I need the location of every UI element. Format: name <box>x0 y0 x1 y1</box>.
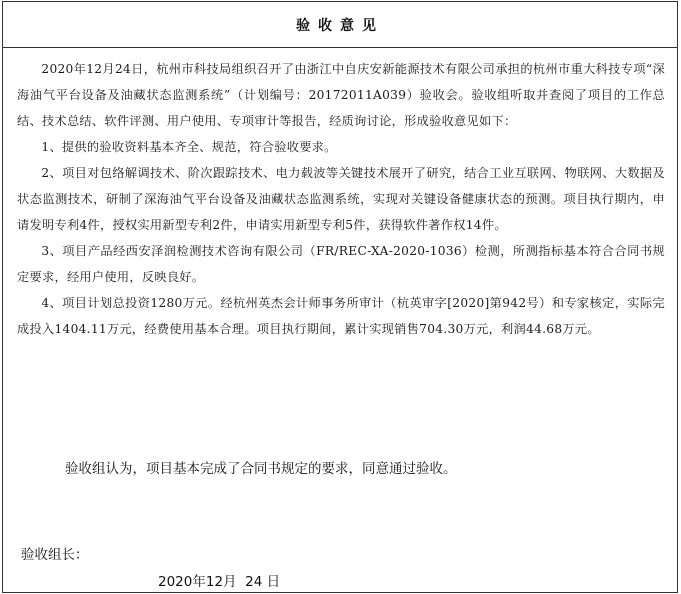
acceptance-opinion-form <box>2 1 678 593</box>
opinion-content <box>3 48 677 342</box>
conclusion-text: 验收组认为，项目基本完成了合同书规定的要求，同意通过验收。 <box>65 461 457 477</box>
signature-date: 2020年12月 24 日 <box>158 574 281 590</box>
opinion-item-4: 4、项目计划总投资1280万元。经杭州英杰会计师事务所审计（杭英审字[2020]第942号）和专家核定，实际完成投入1404.11万元，经费使用基本合理。项目执行期间，累计实现销售704.30万元，利润44.68万元。 <box>17 296 665 336</box>
group-leader-label: 验收组长： <box>21 547 89 563</box>
opinion-item-3: 3、项目产品经西安泽润检测技术咨询有限公司（FR/REC-XA-2020-1036）检测，所测指标基本符合合同书规定要求，经用户使用，反映良好。 <box>17 244 665 284</box>
title-row <box>3 2 677 48</box>
opinion-item-1: 1、提供的验收资料基本齐全、规范，符合验收要求。 <box>41 140 337 154</box>
opinion-item-2: 2、项目对包络解调技术、阶次跟踪技术、电力载波等关键技术展开了研究，结合工业互联网、物联网、大数据及状态监测技术，研制了深海油气平台设备及油藏状态监测系统，实现对关键设备健康状态的预测。项目执行期内，申请发明专利4件，授权实用新型专利2件，申请实用新型专利5件，获得软件著作权14件。 <box>17 166 665 232</box>
form-title: 验收意见 <box>296 17 384 34</box>
intro-paragraph: 2020年12月24日，杭州市科技局组织召开了由浙江中自庆安新能源技术有限公司承担的杭州市重大科技专项“深海油气平台设备及油藏状态监测系统”（计划编号：20172011A039）验收会。验收组听取并查阅了项目的工作总结、技术总结、软件评测、用户使用、专项审计等报告，经质询讨论，形成验收意见如下： <box>17 62 665 128</box>
